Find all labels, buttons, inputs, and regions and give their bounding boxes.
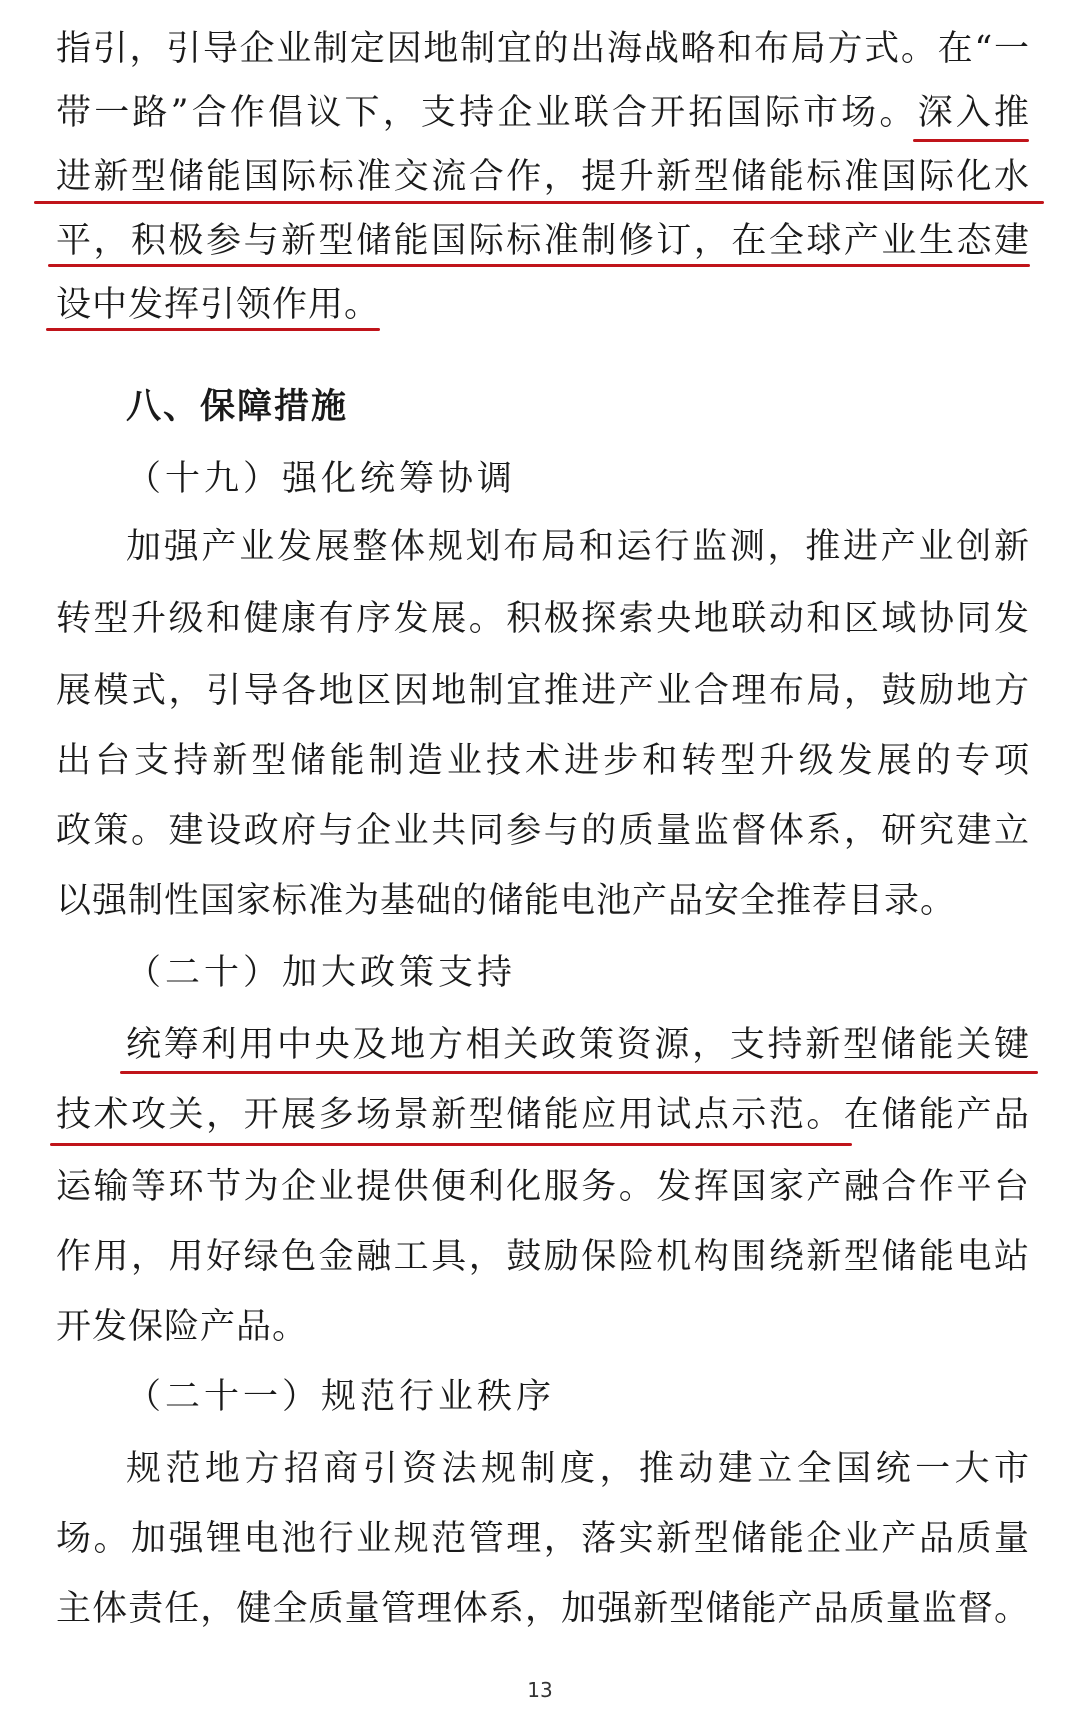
paragraph-line: 作用，用好绿色金融工具，鼓励保险机构围绕新型储能电站 xyxy=(56,1237,1030,1277)
paragraph-line: 转型升级和健康有序发展。积极探索央地联动和区域协同发 xyxy=(56,599,1030,639)
page-number: 13 xyxy=(527,1678,553,1702)
paragraph-line: 展模式，引导各地区因地制宜推进产业合理布局，鼓励地方 xyxy=(56,671,1030,711)
paragraph-line: 运输等环节为企业提供便利化服务。发挥国家产融合作平台 xyxy=(56,1167,1030,1207)
section-heading: 八、保障措施 xyxy=(126,387,349,427)
paragraph-line: 出台支持新型储能制造业技术进步和转型升级发展的专项 xyxy=(56,741,1030,781)
subsection-title-19: （十九）强化统筹协调 xyxy=(126,459,517,499)
paragraph-line: 以强制性国家标准为基础的储能电池产品安全推荐目录。 xyxy=(56,881,957,921)
red-underline-mark xyxy=(120,1071,1038,1074)
paragraph-line: 主体责任，健全质量管理体系，加强新型储能产品质量监督。 xyxy=(56,1589,1030,1629)
red-underline-mark xyxy=(50,1143,852,1146)
red-underline-mark xyxy=(48,264,1030,267)
paragraph-line: 技术攻关，开展多场景新型储能应用试点示范。在储能产品 xyxy=(56,1095,1030,1135)
paragraph-line: 统筹利用中央及地方相关政策资源，支持新型储能关键 xyxy=(126,1025,1030,1065)
paragraph-line: 加强产业发展整体规划布局和运行监测，推进产业创新 xyxy=(126,527,1030,567)
subsection-title-20: （二十）加大政策支持 xyxy=(126,953,517,993)
paragraph-line: 开发保险产品。 xyxy=(56,1307,309,1347)
paragraph-line: 平，积极参与新型储能国际标准制修订，在全球产业生态建 xyxy=(56,221,1030,261)
paragraph-line: 设中发挥引领作用。 xyxy=(56,285,381,325)
paragraph-line: 带一路”合作倡议下，支持企业联合开拓国际市场。深入推 xyxy=(56,93,1030,133)
paragraph-line: 政策。建设政府与企业共同参与的质量监督体系，研究建立 xyxy=(56,811,1030,851)
red-underline-mark xyxy=(46,328,380,331)
paragraph-line: 进新型储能国际标准交流合作，提升新型储能标准国际化水 xyxy=(56,157,1030,197)
paragraph-line: 指引，引导企业制定因地制宜的出海战略和布局方式。在“一 xyxy=(56,29,1030,69)
red-underline-mark xyxy=(913,139,1029,142)
red-underline-mark xyxy=(34,201,1044,204)
paragraph-line: 场。加强锂电池行业规范管理，落实新型储能企业产品质量 xyxy=(56,1519,1030,1559)
paragraph-line: 规范地方招商引资法规制度，推动建立全国统一大市 xyxy=(126,1449,1030,1489)
subsection-title-21: （二十一）规范行业秩序 xyxy=(126,1377,556,1417)
